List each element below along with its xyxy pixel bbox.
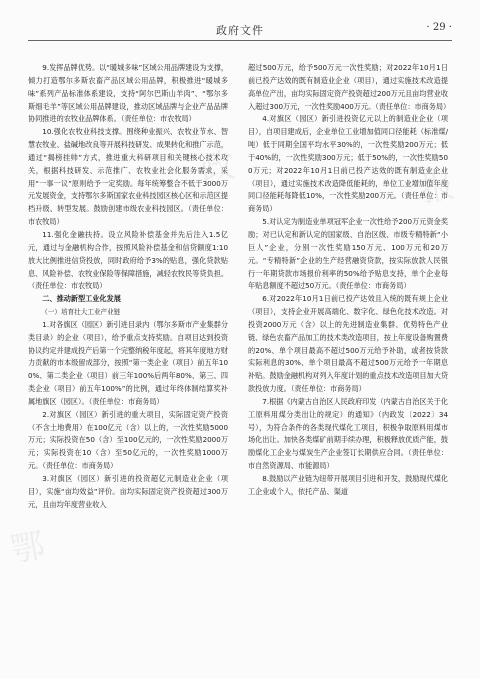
left-column [28,62,228,512]
paragraph-item-2: 2.对旗区（园区）新引进的重大项目，实际固定资产投资（不含土地费用）在100亿元（含）以上的，一次性奖励5000万元；实际投资在50（含）至100亿元的，一次性奖励2000万元；实际投资在10（含）至50亿元的，一次性奖励1000万元。（责任单位：市商务局） [28,409,228,471]
right-column [248,62,451,499]
paragraph-item-4: 4.对旗区（园区）新引进投资亿元以上的制造业企业（项目），自项目建成后，企业单位工业增加值同口径能耗（标准煤/吨）低于同期全国平均水平30%的，一次性奖励200万元；低于40%的，一次性奖励300万元；低于50%的，一次性奖励500万元；对2022年10月1日前已投产达效的既有制造业企业（项目），通过实施技术改造降低能耗的，单位工业增加值年度同口径能耗每降低10%，一次性奖励200万元。（责任单位：市商务局） [248,114,448,214]
paragraph-item-3: 3.对旗区（园区）新引进的投资超亿元制造业企业（项目），实施“亩均效益”评价。亩均实际固定资产投资超过300万元，且亩均年度营业收入 [28,474,228,509]
paragraph-item-6: 6.对2022年10月1日前已投产达效且入统的既有规上企业（项目），支持企业开展高端化、数字化、绿色化技术改造。对投资2000万元（含）以上的先进制造业集群、优势特色产业链、绿色农畜产品加工的技术类改造项目，按上年度设备购置费的20%、单个项目最高不超过500万元给予补助，或者按贷款实际利息的30%、单个项目最高不超过500万元给予一年期息补贴。鼓励金融机构对列入年度计划的重点技术改造项目加大贷款投放力度。（责任单位：市商务局） [248,294,448,394]
paragraph-item-8: 8.鼓励以产业链为纽带开展项目引进和开发，鼓励现代煤化工企业或个人，依托产品、渠道 [248,474,448,496]
subsection-heading: （一）培育壮大工业产业链 [41,308,121,317]
watermark-glyph-1: 鄂 [7,525,48,571]
paragraph-tech-support: 10.强化农牧业科技支撑。围绕种业振兴、农牧业节水、智慧农牧业、盐碱地改良等开展科技研发、成果转化和推广示范，通过“揭榜挂帅”方式，推进重大科研项目和关键核心技术攻关，根据科技研发、示范推广、农牧业社会化服务需求，采用“一事一议”原则给予一定奖励。每年统筹整合不低于3000万元发展资金，支持鄂尔多斯国家农业科技园区核心区和示范区提档升级、转型发展。鼓励创建市级农业科技园区。（责任单位：市农牧局） [28,127,228,227]
paragraph-continued: 超过500万元，给予500万元一次性奖励；对2022年10月1日前已投产达效的既有制造业企业（项目），通过实施技术改造提高单位产出，亩均实际固定资产投资超过200万元且亩均营业收入超过300万元，一次性奖励400万元。（责任单位：市商务局） [248,63,451,111]
page-header [28,22,452,41]
watermark-glyph-2: 政 [197,145,238,191]
watermark-glyph-3: 报 [417,165,458,211]
paragraph-item-7: 7.根据《内蒙古自治区人民政府印发（内蒙古自治区关于化工原料用煤分类出让的规定）的通知》（内政发〔2022〕34号），为符合条件的各类现代煤化工项目，积极争取原料用煤市场化出让。加快各类煤矿前期手续办理，积极释放优质产能，鼓励煤化工企业与煤炭生产企业签订长期供应合同。（责任单位：市自然资源局、市能源局） [248,396,448,471]
paragraph-item-5: 5.对认定为制造业单项冠军企业一次性给予200万元资金奖励；对已认定和新认定的国家级、自治区级、市级专精特新“小巨人”企业，分别一次性奖励150万元、100万元和20万元。“专精特新”企业的生产经营融资贷款，按实际放款人民银行一年期贷款市场报价利率的50%给予贴息支持，单个企业每年贴息额度不超过50万元。（责任单位：市商务局） [248,217,448,291]
paragraph-item-1: 1.对各旗区（园区）新引进目录内（鄂尔多斯市产业集群分类目录）的企业（项目），给予重点支持奖励。自项目达到投资协议约定并建成投产后第一个完整纳税年度起，将其年度地方财力贡献的市本级留成部分，按照“第一类企业（项目）前五年100%、第二类企业（项目）前三年100%后两年80%、第三、四类企业（项目）前五年100%”的比例，通过年终体制结算奖补属地旗区（园区）。（责任单位：市商务局） [28,319,228,406]
section-heading: 二、推动新型工业化发展 [42,294,121,304]
paragraph-brand: 9.发挥品牌优势。以“暖城多味”区域公用品牌建设为支撑，倾力打造鄂尔多斯农畜产品区域公用品牌，积极推进“暖城多味”系列产品标准体系建设，支持“阿尔巴斯山羊肉”、“鄂尔多斯细毛羊”等区域公用品牌建设，推动区域品牌与企业产品品牌协同推进的农牧业品牌体系。（责任单位：市农牧局） [28,63,228,124]
page-title: 政府文件 [216,24,264,37]
page-number: · 29 · [426,22,452,33]
paragraph-finance: 11.强化金融扶持。设立风险补偿基金并先后注入1.5亿元，通过与金融机构合作，按照风险补偿基金和信贷额度1:10放大比例推进信贷投放，同时政府给予3%的贴息，强化贷款贴息、风险补偿、农牧业保险等保障措施，减轻农牧民等贷负担。（责任单位：市农牧局） [28,229,228,291]
